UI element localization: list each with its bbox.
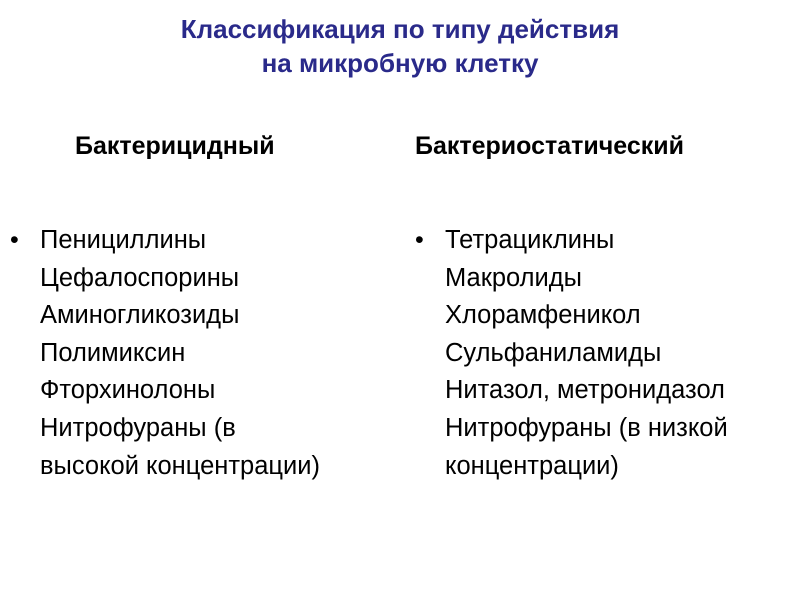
list-item: Нитазол, метронидазол: [445, 376, 725, 405]
slide-title-line-2: на микробную клетку: [261, 48, 539, 78]
list-item: концентрации): [445, 451, 619, 480]
bactericidal-list: [10, 222, 390, 485]
list-item: Пенициллины: [40, 226, 207, 254]
list-item: Тетрациклины: [445, 226, 615, 254]
list-item: Хлорамфеникол: [445, 301, 641, 330]
bactericidal-heading: Бактерицидный: [75, 132, 275, 160]
list-item: Нитрофураны (в низкой: [445, 413, 728, 442]
bullet-icon: •: [415, 226, 424, 254]
list-item: Аминогликозиды: [40, 301, 240, 330]
bullet-icon: •: [10, 226, 19, 254]
list-item: Полимиксин: [40, 338, 186, 367]
list-item: Фторхинолоны: [40, 376, 216, 405]
bacteriostatic-items: [445, 222, 795, 485]
list-item: Макролиды: [445, 263, 583, 292]
list-item: Нитрофураны (в: [40, 413, 236, 442]
slide-title: [0, 12, 800, 80]
list-item: Сульфаниламиды: [445, 338, 662, 367]
bactericidal-items: [40, 222, 390, 485]
list-item: Цефалоспорины: [40, 263, 240, 292]
slide-title-line-1: Классификация по типу действия: [180, 14, 620, 44]
list-item: высокой концентрации): [40, 451, 320, 480]
bacteriostatic-list: [415, 222, 795, 485]
bacteriostatic-heading: Бактериостатический: [415, 132, 685, 160]
